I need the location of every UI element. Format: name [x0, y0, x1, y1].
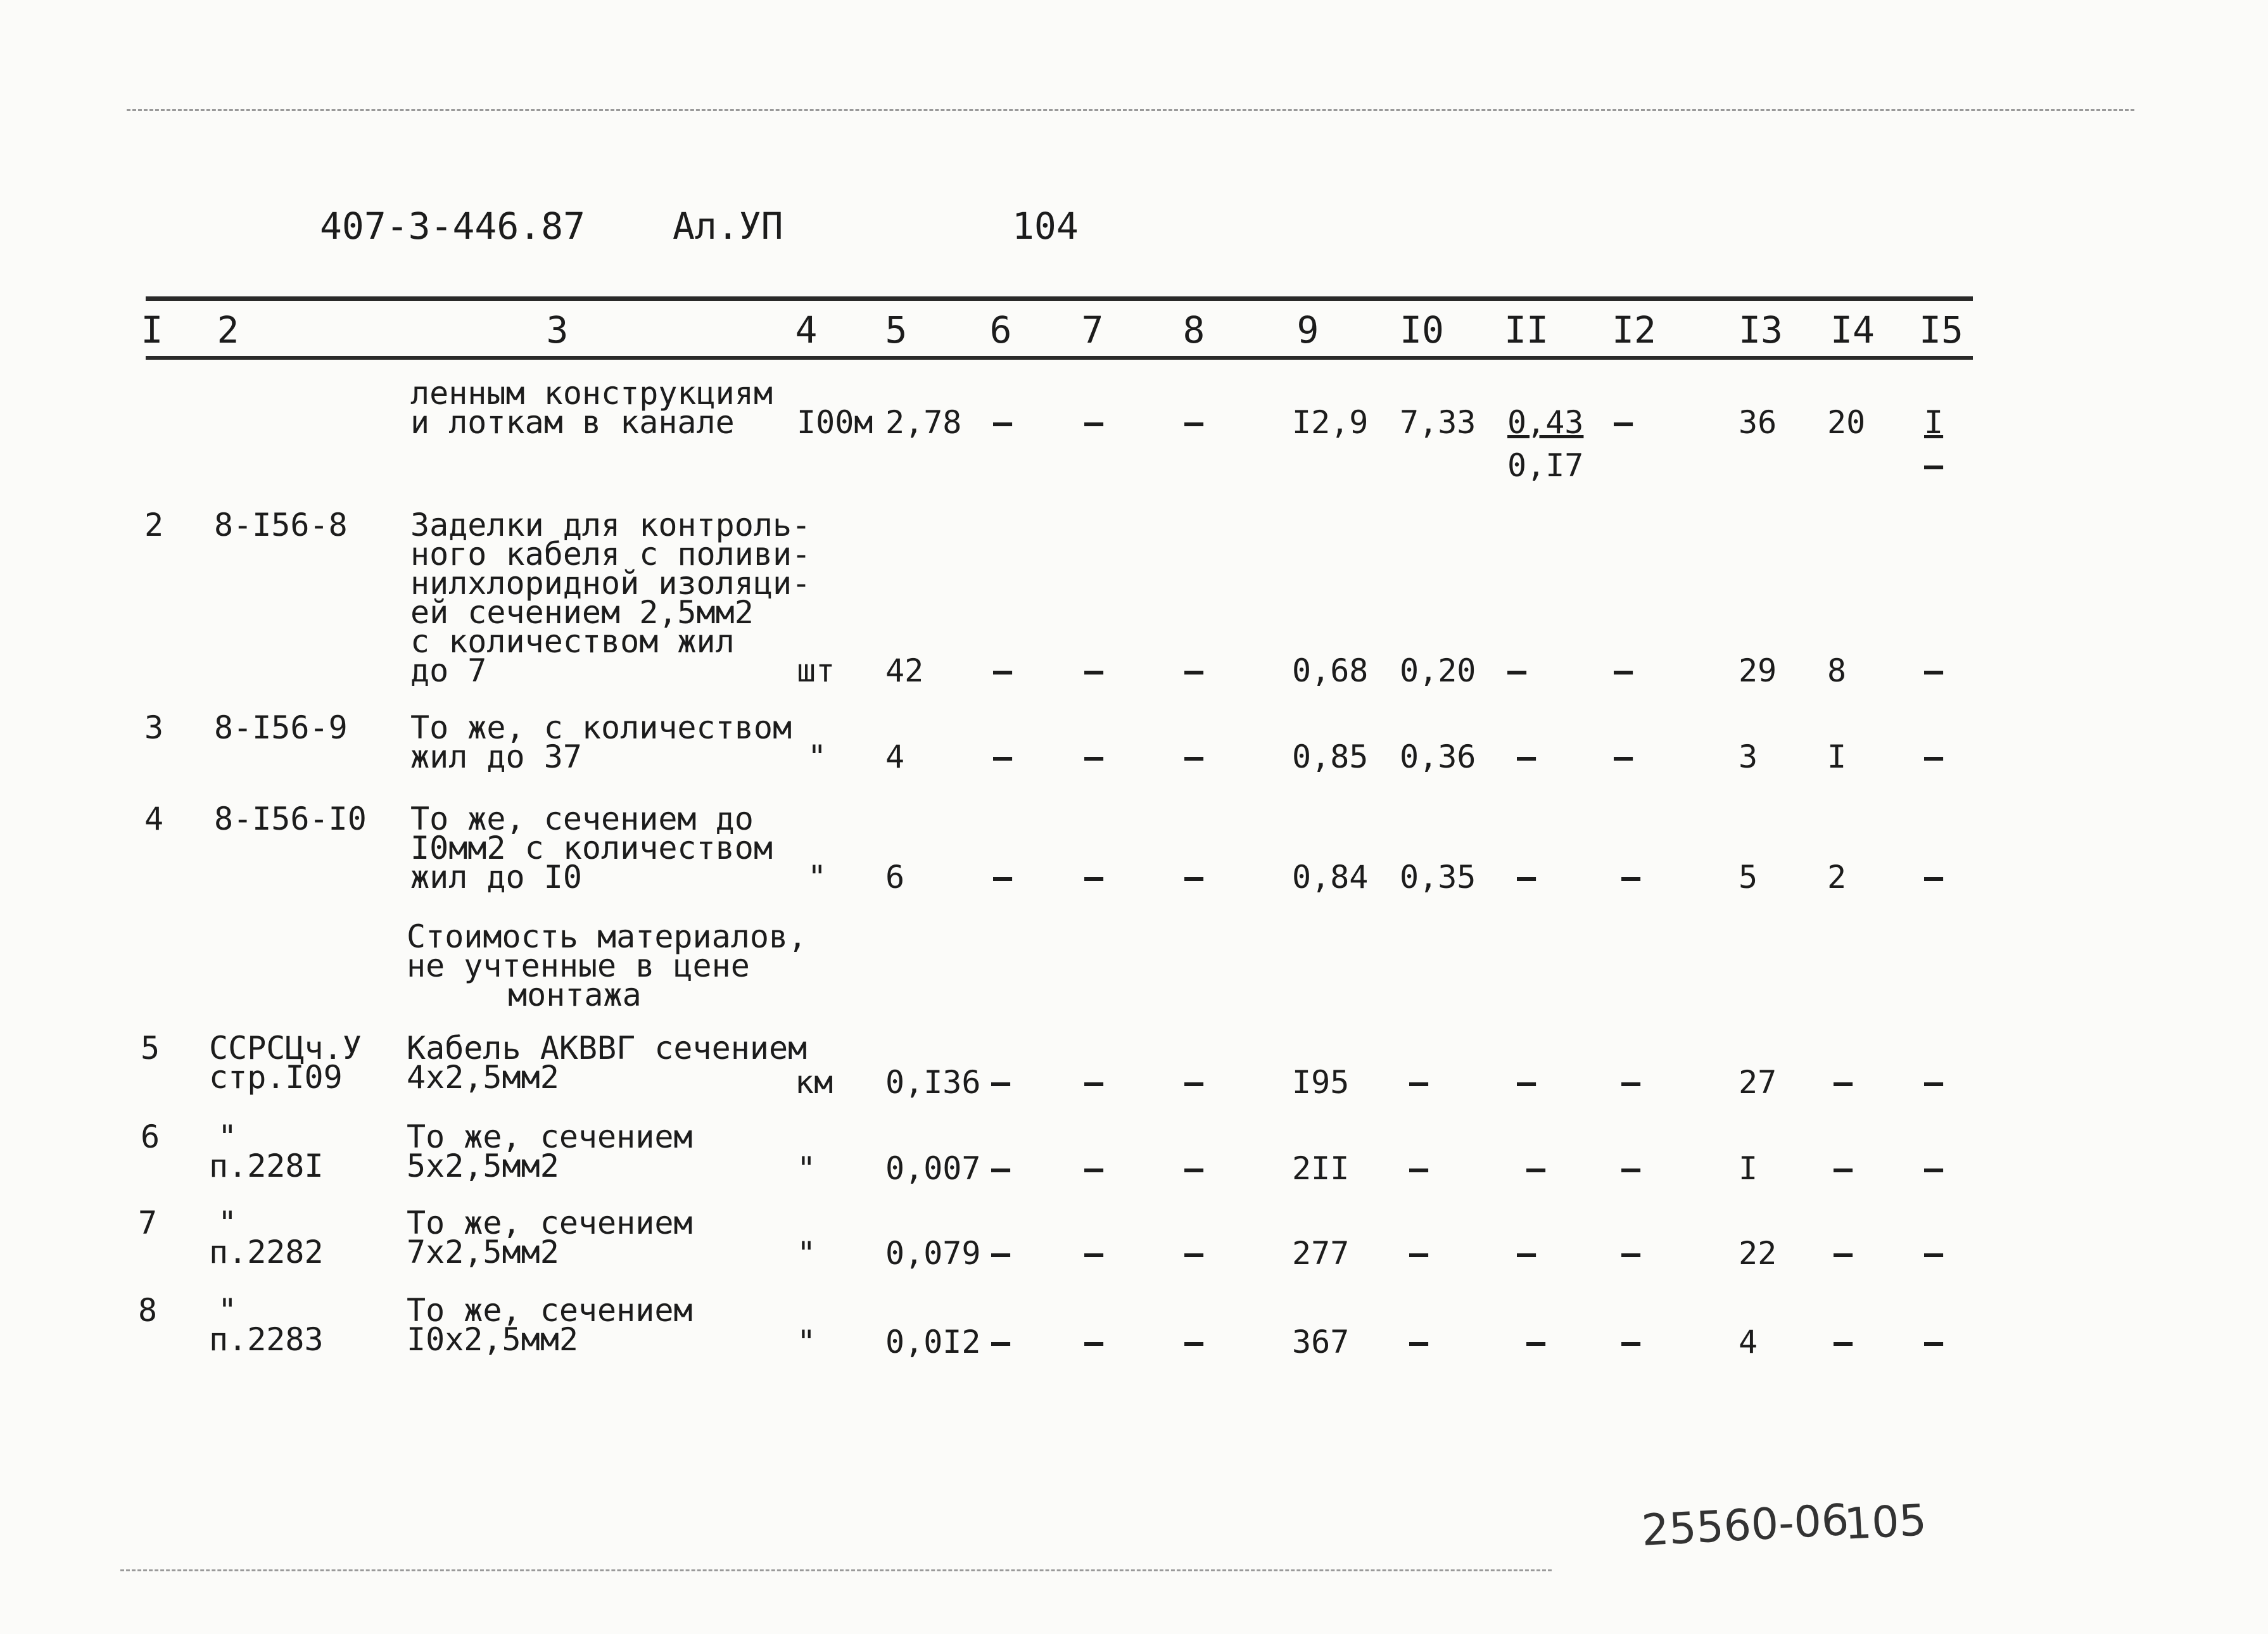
row-description: То же, сечением до I0мм2 с количеством жил до I0: [410, 801, 773, 896]
column-header: 7: [1081, 308, 1104, 352]
row-code: ССРСЦч.У стр.I09: [209, 1030, 362, 1096]
cell-col8: –: [1184, 1235, 1204, 1272]
cell-col12: –: [1621, 1064, 1641, 1101]
row-quantity: 0,079: [885, 1235, 981, 1272]
cell-col7: –: [1084, 1235, 1104, 1272]
cell-col11: –: [1526, 1150, 1546, 1187]
cell-col12: –: [1621, 1150, 1641, 1187]
row-code: " п.228I: [209, 1118, 324, 1184]
cell-col7: –: [1084, 859, 1104, 896]
column-header: 8: [1182, 308, 1205, 352]
cell-col15: I: [1924, 404, 1944, 441]
cell-col11: –: [1517, 859, 1536, 896]
row-unit: ": [808, 859, 827, 896]
cell-col9: 0,85: [1292, 738, 1369, 775]
header-bottom-rule: [146, 356, 1973, 360]
cell-col14: –: [1834, 1235, 1853, 1272]
column-header: I0: [1400, 308, 1444, 352]
cell-col12: –: [1621, 1324, 1641, 1360]
column-header: I: [141, 308, 163, 352]
cell-col11: –: [1517, 1064, 1536, 1101]
cell-col6: –: [993, 404, 1013, 441]
cell-col8: –: [1184, 1324, 1204, 1360]
cell-col9: 367: [1292, 1324, 1350, 1360]
cell-col15-secondary: –: [1924, 447, 1944, 484]
cell-col14: 8: [1827, 652, 1847, 689]
cell-col9: 0,68: [1292, 652, 1369, 689]
cell-col15: –: [1924, 1150, 1944, 1187]
cell-col12: –: [1621, 1235, 1641, 1272]
cell-col7: –: [1084, 1324, 1104, 1360]
cell-col9: I95: [1292, 1064, 1350, 1101]
row-number: 2: [144, 507, 164, 543]
cell-col11: –: [1517, 1235, 1536, 1272]
row-code: 8-I56-8: [214, 507, 348, 543]
cell-col6: –: [991, 1150, 1011, 1187]
cell-col13: 5: [1739, 859, 1758, 896]
column-header: I2: [1612, 308, 1656, 352]
row-unit: км: [795, 1064, 833, 1101]
cell-col7: –: [1084, 404, 1104, 441]
cell-col7: –: [1084, 738, 1104, 775]
row-unit: ": [808, 738, 827, 775]
cell-col11: –: [1517, 738, 1536, 775]
column-header: II: [1504, 308, 1549, 352]
cell-col13: 27: [1739, 1064, 1777, 1101]
cell-col8: –: [1184, 404, 1204, 441]
column-header: 6: [989, 308, 1012, 352]
cell-col13: I: [1739, 1150, 1758, 1187]
cell-col14: I: [1827, 738, 1847, 775]
cell-col11: –: [1507, 652, 1527, 689]
cell-col8: –: [1184, 1150, 1204, 1187]
cell-col9: 0,84: [1292, 859, 1369, 896]
row-description: ленным конструкциям и лоткам в канале: [410, 375, 773, 441]
cell-col7: –: [1084, 652, 1104, 689]
row-unit: шт: [797, 652, 835, 689]
document-code: 407-3-446.87: [320, 205, 586, 248]
row-quantity: 4: [885, 738, 905, 775]
cell-col14: –: [1834, 1324, 1853, 1360]
cell-col12: –: [1614, 738, 1633, 775]
cell-col6: –: [991, 1235, 1011, 1272]
cell-col13: 29: [1739, 652, 1777, 689]
cell-col15: –: [1924, 1064, 1944, 1101]
section-heading: Стоимость материалов, не учтенные в цене монтажа: [407, 918, 808, 1013]
cell-col12: –: [1614, 404, 1633, 441]
cell-col10: –: [1409, 1064, 1429, 1101]
cell-col9: 2II: [1292, 1150, 1350, 1187]
cell-col8: –: [1184, 859, 1204, 896]
cell-col10: 0,35: [1400, 859, 1476, 896]
cell-col10: –: [1409, 1235, 1429, 1272]
row-unit: ": [797, 1235, 816, 1272]
cell-col15: –: [1924, 1324, 1944, 1360]
cell-col6: –: [993, 738, 1013, 775]
handwritten-page: 105: [1843, 1495, 1928, 1550]
cell-col13: 4: [1739, 1324, 1758, 1360]
row-description: То же, сечением I0х2,5мм2: [407, 1292, 693, 1358]
cell-col10: –: [1409, 1150, 1429, 1187]
row-unit: ": [797, 1150, 816, 1187]
cell-col9: I2,9: [1292, 404, 1369, 441]
column-header: I3: [1739, 308, 1783, 352]
column-header: 9: [1296, 308, 1319, 352]
cell-col6: –: [991, 1324, 1011, 1360]
column-header: I4: [1830, 308, 1875, 352]
cell-col9: 277: [1292, 1235, 1350, 1272]
row-number: 7: [138, 1205, 158, 1241]
cell-col14: 2: [1827, 859, 1847, 896]
cell-col14: –: [1834, 1064, 1853, 1101]
row-number: 6: [141, 1118, 160, 1155]
cell-col11: –: [1526, 1324, 1546, 1360]
cell-col10: 0,36: [1400, 738, 1476, 775]
cell-col14: 20: [1827, 404, 1866, 441]
column-header: 3: [546, 308, 569, 352]
cell-col15: –: [1924, 652, 1944, 689]
cell-col6: –: [993, 859, 1013, 896]
row-number: 5: [141, 1030, 160, 1067]
cell-col6: –: [991, 1064, 1011, 1101]
row-description: То же, с количеством жил до 37: [410, 709, 792, 775]
cell-col13: 3: [1739, 738, 1758, 775]
cell-col11: 0,43: [1507, 404, 1584, 441]
page-number: 104: [1012, 205, 1079, 248]
cell-col6: –: [993, 652, 1013, 689]
bottom-scan-line: [120, 1569, 1552, 1571]
row-description: То же, сечением 7х2,5мм2: [407, 1205, 693, 1270]
cell-col12: –: [1614, 652, 1633, 689]
row-code: 8-I56-I0: [214, 801, 367, 837]
row-quantity: 0,I36: [885, 1064, 981, 1101]
cell-col11-secondary: 0,I7: [1507, 447, 1584, 484]
cell-col15: –: [1924, 859, 1944, 896]
row-code: 8-I56-9: [214, 709, 348, 746]
cell-col7: –: [1084, 1150, 1104, 1187]
cell-col14: –: [1834, 1150, 1853, 1187]
cell-col15: –: [1924, 1235, 1944, 1272]
top-scan-line: [127, 109, 2134, 111]
row-quantity: 0,007: [885, 1150, 981, 1187]
row-quantity: 0,0I2: [885, 1324, 981, 1360]
row-unit: ": [797, 1324, 816, 1360]
row-description: Кабель АКВВГ сечением 4х2,5мм2: [407, 1030, 808, 1096]
row-number: 4: [144, 801, 164, 837]
row-quantity: 2,78: [885, 404, 962, 441]
row-description: То же, сечением 5х2,5мм2: [407, 1118, 693, 1184]
column-header: 5: [885, 308, 908, 352]
column-header: I5: [1919, 308, 1963, 352]
handwritten-number: 25560-06: [1640, 1495, 1851, 1556]
cell-col13: 36: [1739, 404, 1777, 441]
row-quantity: 42: [885, 652, 924, 689]
cell-col10: 7,33: [1400, 404, 1476, 441]
row-number: 8: [138, 1292, 158, 1329]
cell-col8: –: [1184, 1064, 1204, 1101]
column-header: 2: [217, 308, 239, 352]
cell-col10: –: [1409, 1324, 1429, 1360]
cell-col7: –: [1084, 1064, 1104, 1101]
column-header: 4: [795, 308, 818, 352]
row-code: " п.2283: [209, 1292, 324, 1358]
cell-col15: –: [1924, 738, 1944, 775]
cell-col12: –: [1621, 859, 1641, 896]
row-number: 3: [144, 709, 164, 746]
table-top-rule: [146, 296, 1973, 301]
album-label: Ал.УП: [673, 205, 783, 248]
cell-col8: –: [1184, 652, 1204, 689]
cell-col10: 0,20: [1400, 652, 1476, 689]
row-quantity: 6: [885, 859, 905, 896]
row-description: Заделки для контроль- ного кабеля с поливи- нилхлоридной изоляци- ей сечением 2,5мм2 с количеством жил до 7: [410, 507, 811, 689]
cell-col8: –: [1184, 738, 1204, 775]
row-code: " п.2282: [209, 1205, 324, 1270]
cell-col13: 22: [1739, 1235, 1777, 1272]
row-unit: I00м: [797, 404, 873, 441]
